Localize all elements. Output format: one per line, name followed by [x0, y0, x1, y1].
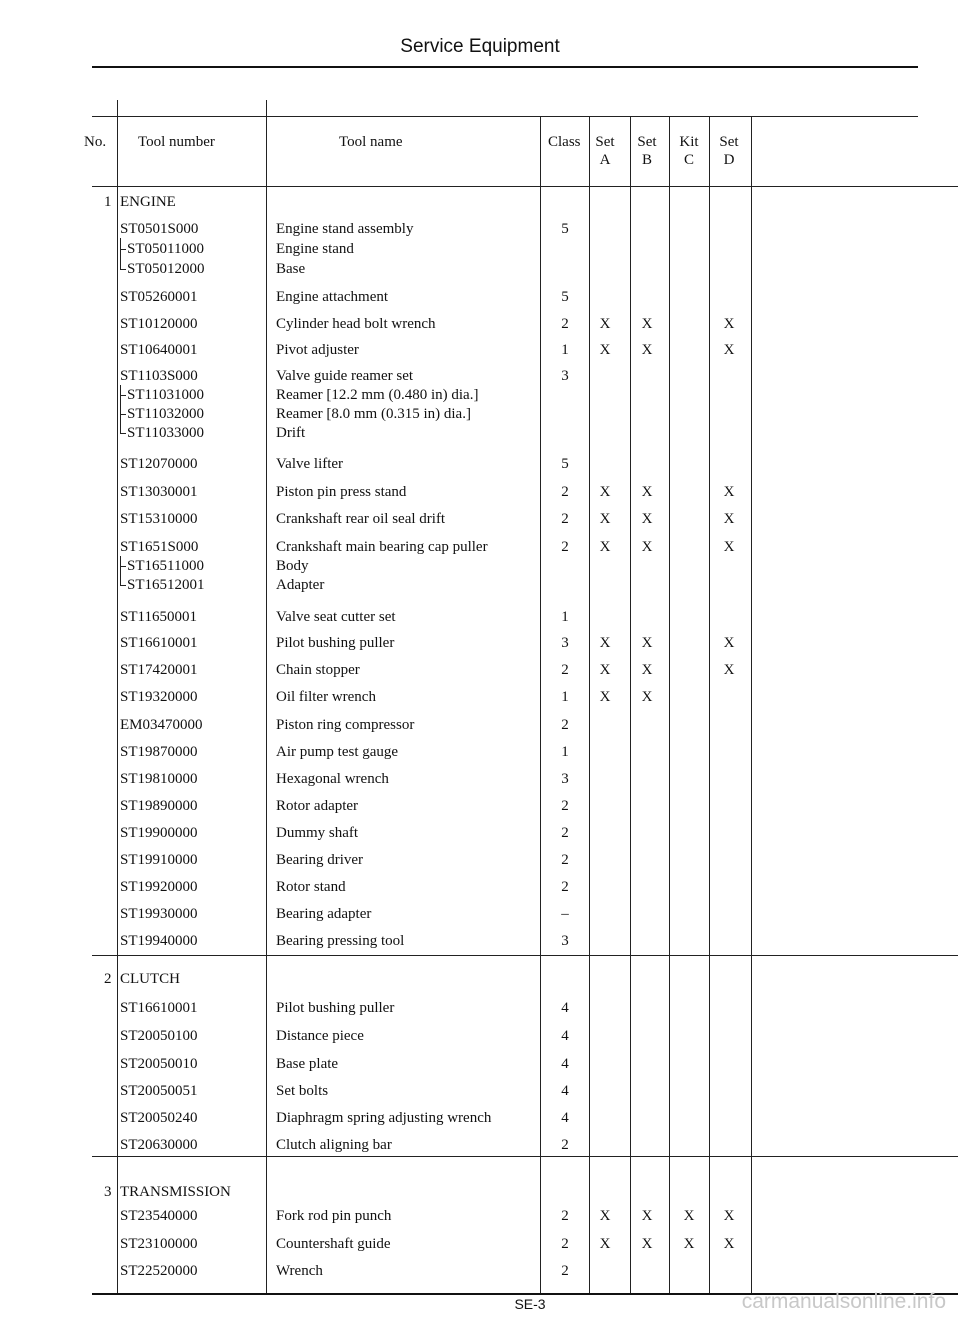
class-value: 2 [561, 825, 569, 841]
tool-number: ST1103S000 [120, 368, 198, 384]
set-a-mark: X [599, 316, 611, 332]
section-rule [92, 955, 958, 956]
tool-number: ST13030001 [120, 484, 198, 500]
tool-name: Wrench [276, 1263, 323, 1279]
set-b-mark: X [641, 484, 653, 500]
tool-name: Engine stand [276, 241, 354, 257]
class-value: 4 [561, 1083, 569, 1099]
tool-name: Piston ring compressor [276, 717, 415, 733]
set-d-mark: X [723, 316, 735, 332]
tool-name: Piston pin press stand [276, 484, 407, 500]
tool-name: Body [276, 558, 309, 574]
class-value: 2 [561, 879, 569, 895]
tool-name: Bearing driver [276, 852, 364, 868]
tool-number: ST05260001 [120, 289, 198, 305]
class-value: 2 [561, 717, 569, 733]
set-b-mark: X [641, 689, 653, 705]
set-c-mark: X [683, 1236, 695, 1252]
tool-name: Pivot adjuster [276, 342, 359, 358]
tool-number: ST11033000 [127, 425, 204, 441]
column-rule [117, 100, 118, 1293]
tool-name: Bearing adapter [276, 906, 372, 922]
tool-number: ST19870000 [120, 744, 198, 760]
tool-name: Base [276, 261, 306, 277]
tool-number: ST20050051 [120, 1083, 198, 1099]
column-rule [669, 116, 670, 1293]
header-tool-number: Tool number [138, 134, 215, 150]
tool-number: ST19810000 [120, 771, 198, 787]
header-tool-name: Tool name [339, 134, 403, 150]
tool-name: Chain stopper [276, 662, 360, 678]
tool-number: ST16511000 [127, 558, 204, 574]
tool-name: Distance piece [276, 1028, 364, 1044]
tool-number: ST23540000 [120, 1208, 198, 1224]
header-set-d-sub: D [723, 152, 735, 168]
tool-number: ST19890000 [120, 798, 198, 814]
class-value: – [561, 906, 569, 922]
set-b-mark: X [641, 342, 653, 358]
set-b-mark: X [641, 539, 653, 555]
section-name: CLUTCH [120, 971, 180, 987]
tree-branch [120, 269, 126, 270]
tool-number: ST05012000 [127, 261, 205, 277]
tool-number: ST16512001 [127, 577, 205, 593]
class-value: 2 [561, 1263, 569, 1279]
header-set-b: Set [637, 134, 657, 150]
header-class: Class [548, 134, 581, 150]
class-value: 3 [561, 771, 569, 787]
set-b-mark: X [641, 1236, 653, 1252]
column-rule [709, 116, 710, 1293]
tool-number: ST05011000 [127, 241, 204, 257]
tree-branch [120, 585, 126, 586]
tool-name: Diaphragm spring adjusting wrench [276, 1110, 492, 1126]
tree-connector [120, 556, 127, 585]
tool-name: Pilot bushing puller [276, 1000, 395, 1016]
header-top-rule [92, 116, 918, 117]
section-rule [92, 1156, 958, 1157]
class-value: 4 [561, 1110, 569, 1126]
tool-number: EM03470000 [120, 717, 203, 733]
header-set-d: Set [719, 134, 739, 150]
class-value: 4 [561, 1028, 569, 1044]
set-b-mark: X [641, 511, 653, 527]
tool-number: ST10640001 [120, 342, 198, 358]
class-value: 1 [561, 744, 569, 760]
tool-number: ST19920000 [120, 879, 198, 895]
class-value: 2 [561, 539, 569, 555]
tool-number: ST20630000 [120, 1137, 198, 1153]
class-value: 3 [561, 368, 569, 384]
class-value: 2 [561, 1208, 569, 1224]
set-b-mark: X [641, 316, 653, 332]
tool-name: Engine stand assembly [276, 221, 414, 237]
tool-name: Countershaft guide [276, 1236, 391, 1252]
set-a-mark: X [599, 1236, 611, 1252]
tool-name: Engine attachment [276, 289, 389, 305]
tool-name: Rotor stand [276, 879, 346, 895]
tool-name: Valve lifter [276, 456, 344, 472]
tool-number: ST15310000 [120, 511, 198, 527]
set-d-mark: X [723, 511, 735, 527]
tool-number: ST11032000 [127, 406, 204, 422]
set-b-mark: X [641, 662, 653, 678]
tool-number: ST16610001 [120, 1000, 198, 1016]
header-kit-c: Kit [679, 134, 699, 150]
class-value: 1 [561, 689, 569, 705]
header-set-b-sub: B [641, 152, 652, 168]
set-a-mark: X [599, 511, 611, 527]
tool-name: Set bolts [276, 1083, 329, 1099]
column-rule [630, 116, 631, 1293]
set-a-mark: X [599, 1208, 611, 1224]
header-no: No. [84, 134, 107, 150]
section-number: 2 [104, 971, 112, 987]
set-d-mark: X [723, 1236, 735, 1252]
tool-name: Reamer [12.2 mm (0.480 in) dia.] [276, 387, 479, 403]
class-value: 2 [561, 1137, 569, 1153]
class-value: 2 [561, 662, 569, 678]
tool-name: Bearing pressing tool [276, 933, 405, 949]
tool-number: ST19900000 [120, 825, 198, 841]
set-d-mark: X [723, 539, 735, 555]
tool-name: Reamer [8.0 mm (0.315 in) dia.] [276, 406, 471, 422]
tool-name: Valve seat cutter set [276, 609, 396, 625]
set-b-mark: X [641, 635, 653, 651]
tool-name: Dummy shaft [276, 825, 359, 841]
set-d-mark: X [723, 484, 735, 500]
tool-number: ST10120000 [120, 316, 198, 332]
tool-name: Adapter [276, 577, 325, 593]
tool-name: Crankshaft rear oil seal drift [276, 511, 446, 527]
tool-name: Rotor adapter [276, 798, 359, 814]
tool-number: ST11650001 [120, 609, 197, 625]
tool-number: ST0501S000 [120, 221, 199, 237]
set-a-mark: X [599, 662, 611, 678]
column-rule [540, 116, 541, 1293]
tree-connector [120, 238, 127, 269]
set-d-mark: X [723, 662, 735, 678]
page-number: SE-3 [514, 1296, 546, 1312]
column-rule [266, 100, 267, 1293]
tool-number: ST16610001 [120, 635, 198, 651]
section-number: 1 [104, 194, 112, 210]
tool-number: ST19930000 [120, 906, 198, 922]
title-rule [92, 66, 918, 68]
header-set-a: Set [595, 134, 615, 150]
tool-number: ST1651S000 [120, 539, 199, 555]
section-name: ENGINE [120, 194, 176, 210]
class-value: 2 [561, 852, 569, 868]
tool-number: ST19910000 [120, 852, 198, 868]
header-kit-c-sub: C [683, 152, 694, 168]
tool-name: Cylinder head bolt wrench [276, 316, 436, 332]
class-value: 1 [561, 342, 569, 358]
class-value: 2 [561, 511, 569, 527]
watermark: carmanualsonline.info [741, 1290, 946, 1313]
set-a-mark: X [599, 689, 611, 705]
tool-number: ST23100000 [120, 1236, 198, 1252]
class-value: 2 [561, 484, 569, 500]
class-value: 3 [561, 933, 569, 949]
tool-name: Pilot bushing puller [276, 635, 395, 651]
section-name: TRANSMISSION [120, 1184, 231, 1200]
class-value: 2 [561, 316, 569, 332]
set-d-mark: X [723, 1208, 735, 1224]
tree-connector [120, 385, 127, 433]
tree-branch [120, 433, 126, 434]
tool-number: ST12070000 [120, 456, 198, 472]
tool-number: ST19940000 [120, 933, 198, 949]
tool-number: ST17420001 [120, 662, 198, 678]
tool-name: Oil filter wrench [276, 689, 376, 705]
set-a-mark: X [599, 635, 611, 651]
set-c-mark: X [683, 1208, 695, 1224]
tool-name: Hexagonal wrench [276, 771, 389, 787]
section-number: 3 [104, 1184, 112, 1200]
class-value: 3 [561, 635, 569, 651]
tool-name: Crankshaft main bearing cap puller [276, 539, 488, 555]
set-d-mark: X [723, 635, 735, 651]
tool-number: ST20050010 [120, 1056, 198, 1072]
class-value: 4 [561, 1000, 569, 1016]
tool-number: ST22520000 [120, 1263, 198, 1279]
set-a-mark: X [599, 484, 611, 500]
tool-name: Base plate [276, 1056, 339, 1072]
set-a-mark: X [599, 539, 611, 555]
class-value: 5 [561, 289, 569, 305]
class-value: 5 [561, 221, 569, 237]
class-value: 2 [561, 798, 569, 814]
tool-number: ST20050240 [120, 1110, 198, 1126]
class-value: 1 [561, 609, 569, 625]
tool-name: Fork rod pin punch [276, 1208, 392, 1224]
header-bottom-rule [92, 186, 958, 187]
class-value: 4 [561, 1056, 569, 1072]
page-title: Service Equipment [400, 36, 560, 57]
set-a-mark: X [599, 342, 611, 358]
column-rule [751, 116, 752, 1293]
set-d-mark: X [723, 342, 735, 358]
tool-name: Clutch aligning bar [276, 1137, 392, 1153]
tool-name: Drift [276, 425, 306, 441]
tool-number: ST20050100 [120, 1028, 198, 1044]
tool-name: Valve guide reamer set [276, 368, 414, 384]
tool-number: ST11031000 [127, 387, 204, 403]
set-b-mark: X [641, 1208, 653, 1224]
tool-name: Air pump test gauge [276, 744, 399, 760]
tool-number: ST19320000 [120, 689, 198, 705]
header-set-a-sub: A [599, 152, 611, 168]
class-value: 2 [561, 1236, 569, 1252]
class-value: 5 [561, 456, 569, 472]
